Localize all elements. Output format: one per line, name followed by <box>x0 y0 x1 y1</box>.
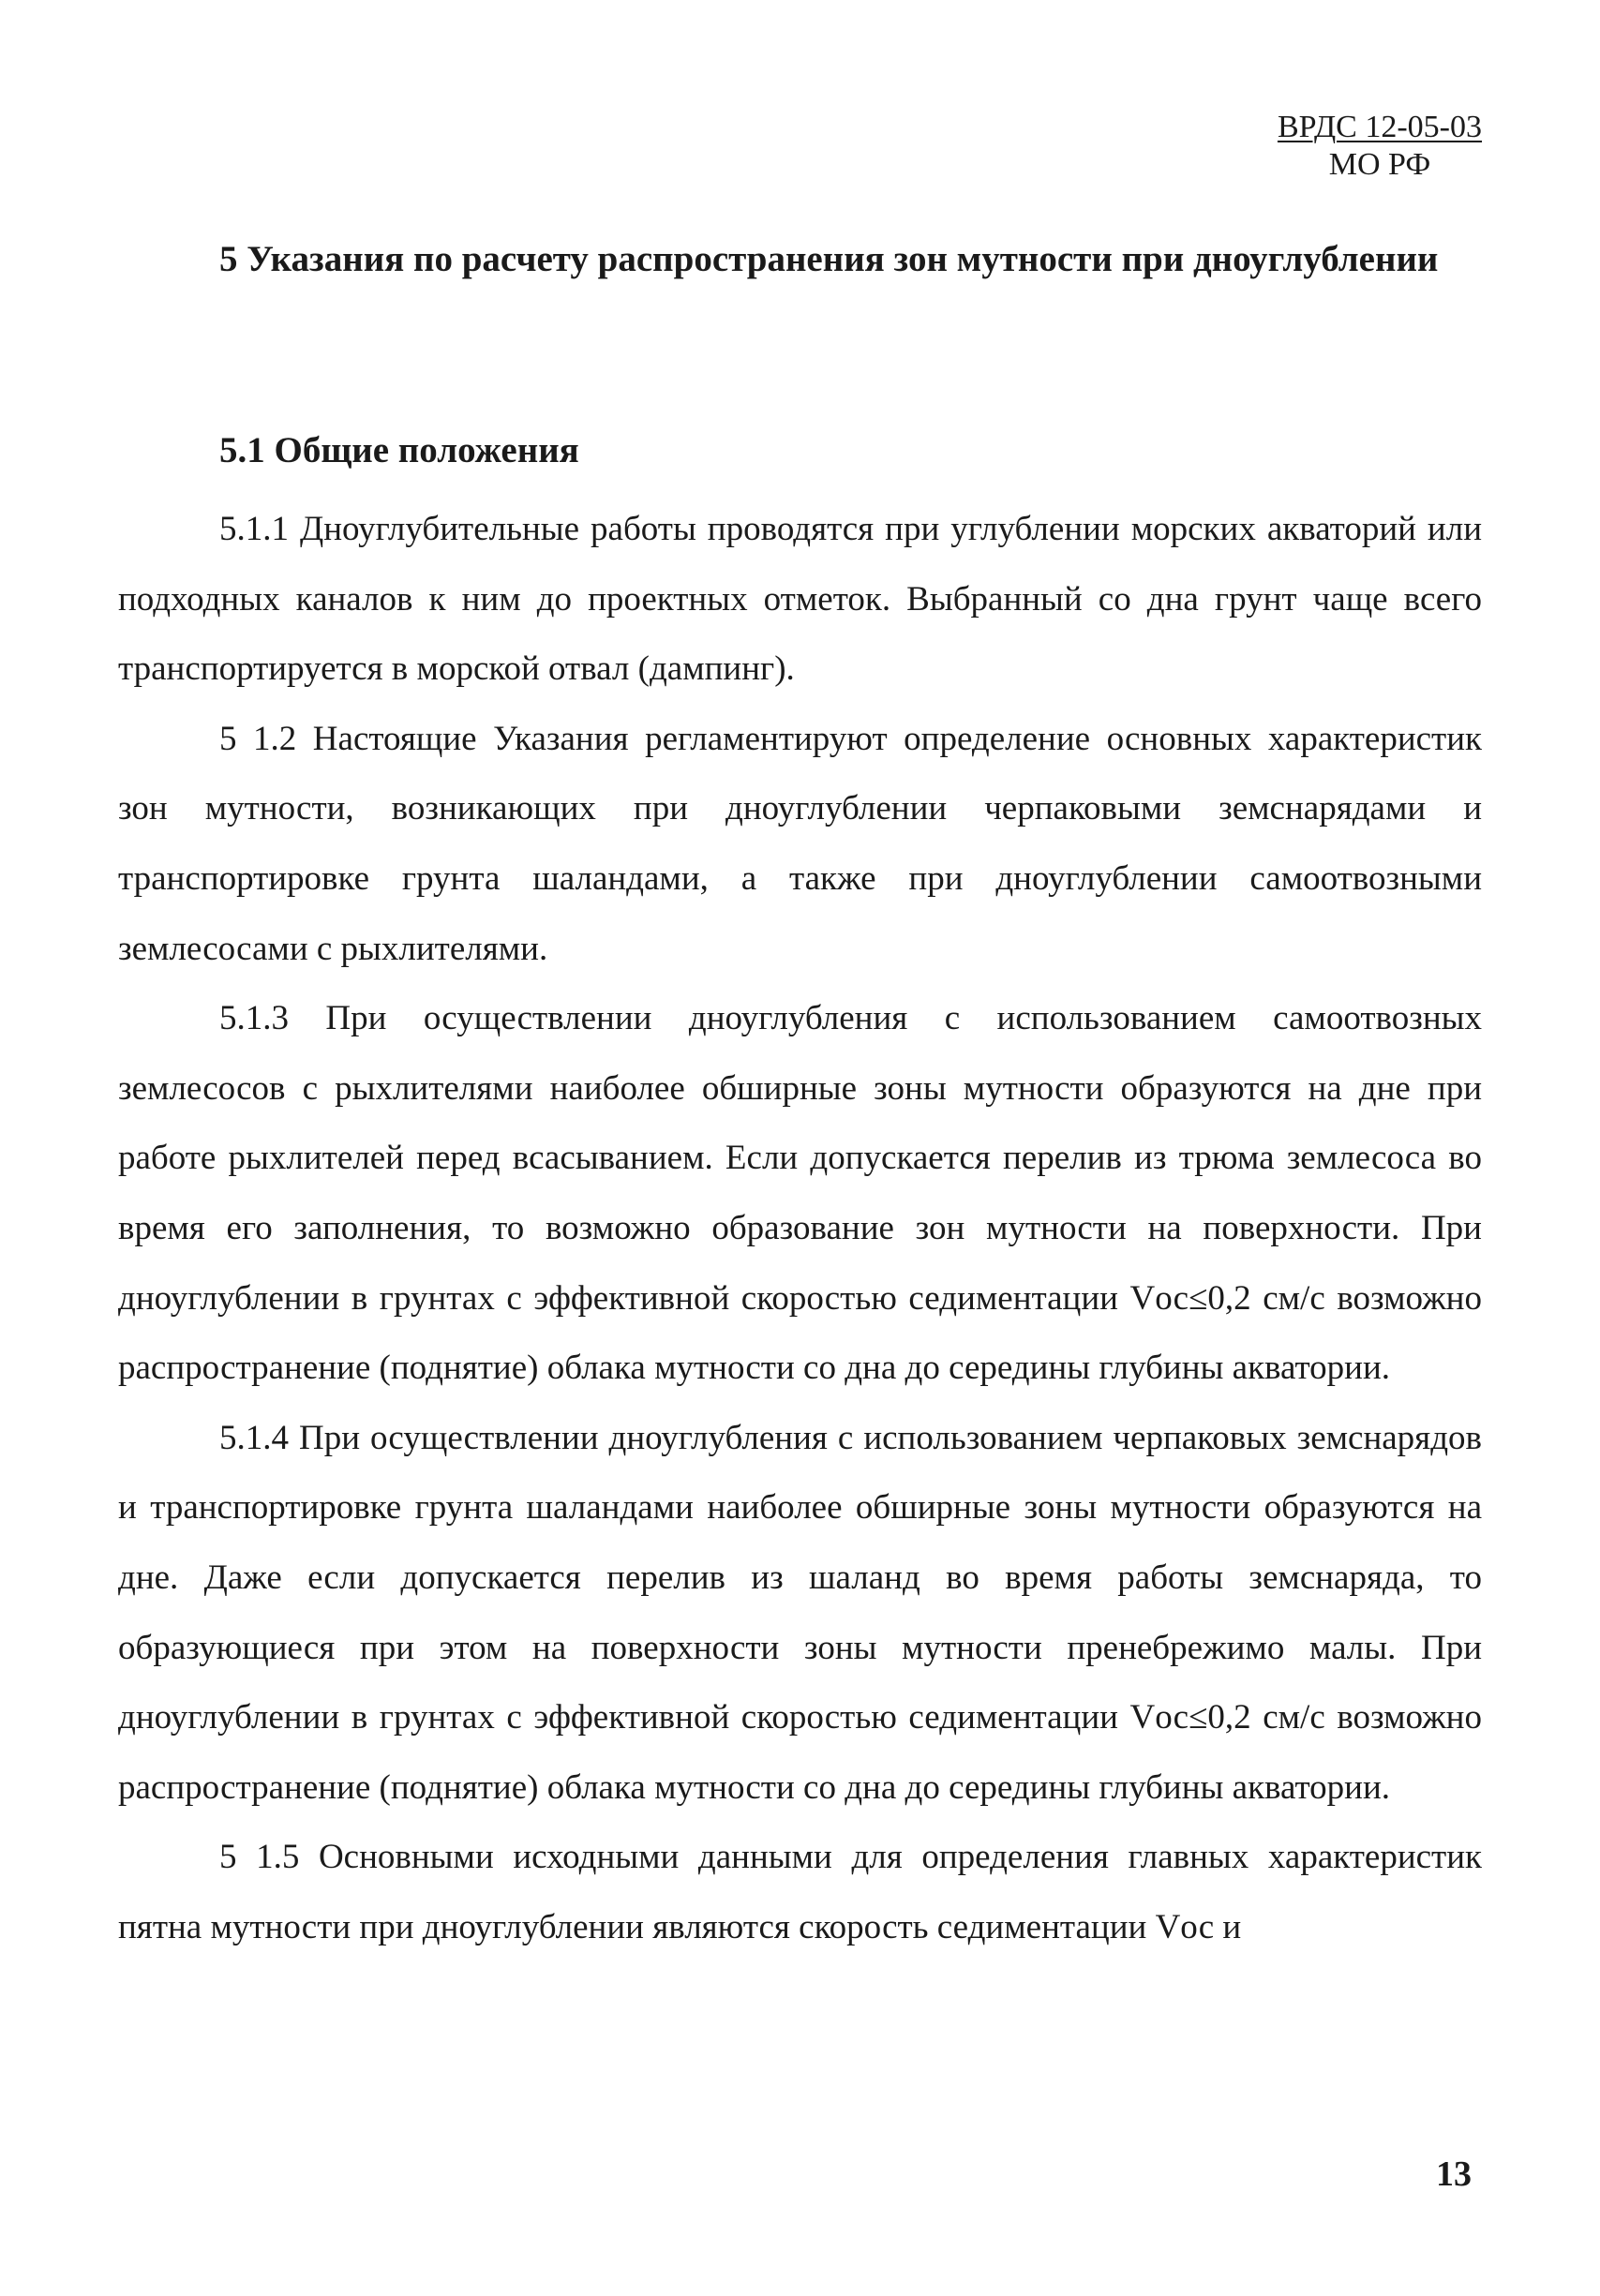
paragraph-5-1-5: 5 1.5 Основными исходными данными для определения главных характеристик пятна мутности при дноуглублении являются скорость седиментации Vос и <box>118 1838 1482 1946</box>
paragraph-5-1-2: 5 1.2 Настоящие Указания регламентируют определение основных характеристик зон мутности, возникающих при дноуглублении черпаковыми земснарядами и транспортировке грунта шаландами, а также при дноуглублении самоотвозными землесосами с рыхлителями. <box>118 719 1482 968</box>
document-code-block <box>1278 109 1482 184</box>
paragraph-5-1-1: 5.1.1 Дноуглубительные работы проводятся при углублении морских акваторий или подходных каналов к ним до проектных отметок. Выбранный со дна грунт чаще всего транспортируется в морской отвал (дампинг). <box>118 510 1482 689</box>
document-code: ВРДС 12-05-03 <box>1277 110 1482 144</box>
section-title: 5 Указания по расчету распространения зон мутности при дноуглублении <box>219 239 1439 279</box>
organization-code: МО РФ <box>1328 147 1431 182</box>
subsection-title: 5.1 Общие положения <box>219 430 579 470</box>
paragraph-5-1-4: 5.1.4 При осуществлении дноуглубления с использованием черпаковых земснарядов и транспортировке грунта шаландами наиболее обширные зоны мутности образуются на дне. Даже если допускается перелив из шаланд во время работы земснаряда, то образующиеся при этом на поверхности зоны мутности пренебрежимо малы. При дноуглублении в грунтах с эффективной скоростью седиментации Vос≤0,2 см/с возможно распространение (поднятие) облака мутности со дна до середины глубины акватории. <box>118 1418 1482 1807</box>
body-text <box>118 495 1482 1962</box>
paragraph-5-1-3: 5.1.3 При осуществлении дноуглубления с использованием самоотвозных землесосов с рыхлителями наиболее обширные зоны мутности образуются на дне при работе рыхлителей перед всасыванием. Если допускается перелив из трюма землесоса во время его заполнения, то возможно образование зон мутности на поверхности. При дноуглублении в грунтах с эффективной скоростью седиментации Vос≤0,2 см/с возможно распространение (поднятие) облака мутности со дна до середины глубины акватории. <box>118 999 1482 1388</box>
page-number: 13 <box>1436 2154 1472 2194</box>
